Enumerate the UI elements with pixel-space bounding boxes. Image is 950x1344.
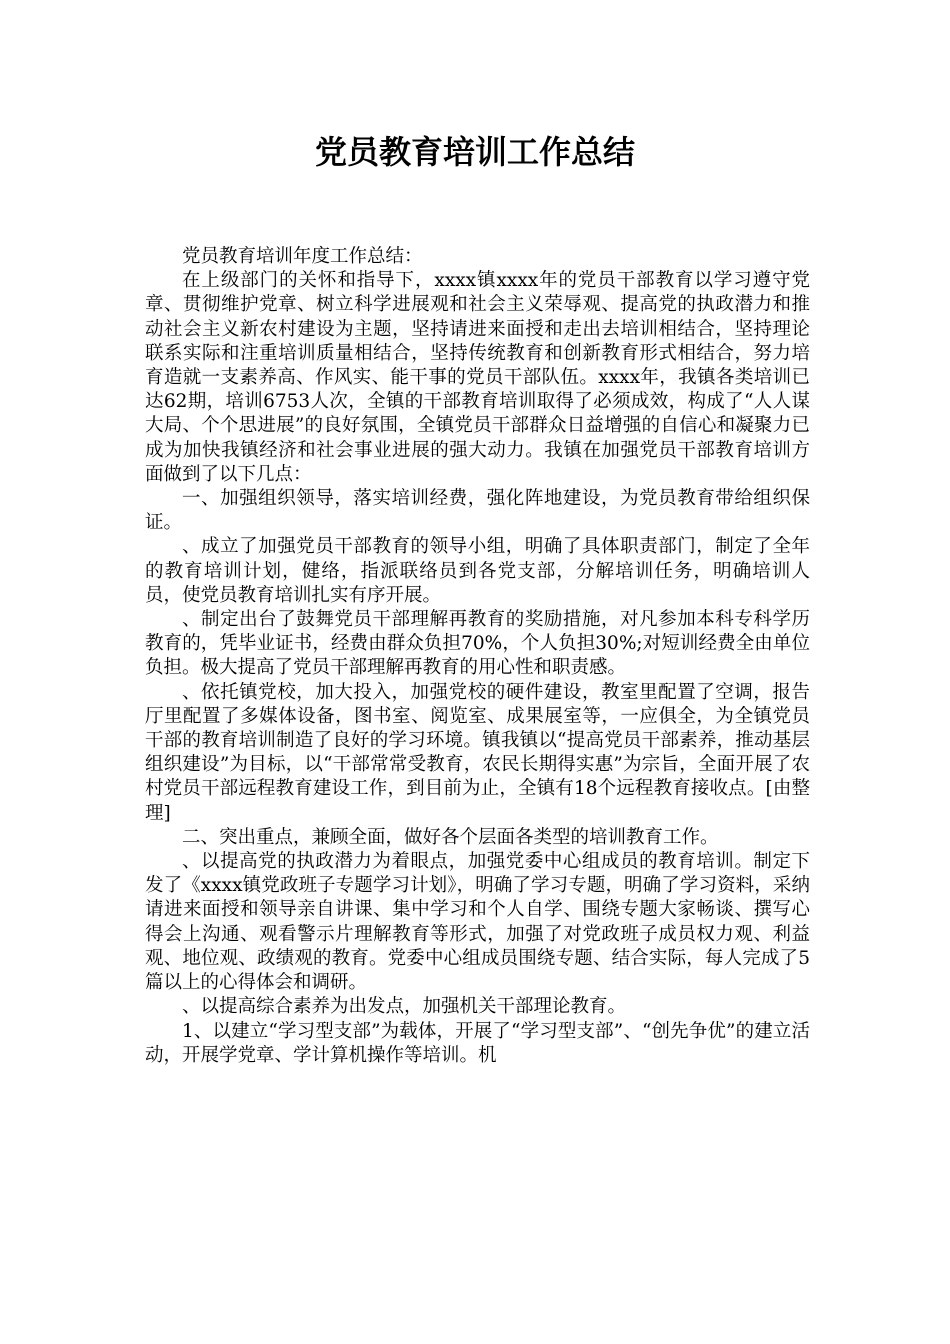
paragraph-section-two-heading: 二、突出重点，兼顾全面，做好各个层面各类型的培训教育工作。 bbox=[182, 826, 719, 848]
paragraph-cadre-theory-education: 、以提高综合素养为出发点，加强机关干部理论教育。 bbox=[182, 996, 627, 1018]
paragraph-learning-branch: 1、以建立“学习型支部”为载体，开展了“学习型支部”、“创先争优”的建立活动，开展学党章、学计算机操作等培训。机 bbox=[145, 1020, 810, 1066]
document-title: 党员教育培训工作总结 bbox=[314, 133, 635, 171]
paragraph-incentive-measures: 、制定出台了鼓舞党员干部理解再教育的奖励措施，对凡参加本科专科学历教育的，凭毕业证书，经费由群众负担70%，个人负担30%;对短训经费全由单位负担。极大提高了党员干部理解再教育的用心性和职责感。 bbox=[145, 609, 810, 679]
paragraph-intro: 党员教育培训年度工作总结： bbox=[182, 246, 423, 267]
paragraph-party-school: 、依托镇党校，加大投入，加强党校的硬件建设，教室里配置了空调，报告厅里配置了多媒体设备，图书室、阅览室、成果展室等，一应俱全，为全镇党员干部的教育培训制造了良好的学习环境。镇我镇以“提高党员干部素养，推动基层组织建设”为目标，以“干部常常受教育，农民长期得实惠”为宗旨，全面开展了农村党员干部远程教育建设工作，到目前为止，全镇有18个远程教育接收点。[由整理] bbox=[145, 681, 810, 824]
paragraph-section-one-heading: 一、加强组织领导，落实培训经费，强化阵地建设，为党员教育带给组织保证。 bbox=[145, 488, 810, 534]
document-body bbox=[145, 245, 810, 1068]
paragraph-central-group-training: 、以提高党的执政潜力为着眼点，加强党委中心组成员的教育培训。制定下发了《xxxx镇党政班子专题学习计划》，明确了学习专题，明确了学习资料，采纳请进来面授和领导亲自讲课、集中学习和个人自学、围绕专题大家畅谈、撰写心得会上沟通、观看警示片理解教育等形式，加强了对党政班子成员权力观、利益观、地位观、政绩观的教育。党委中心组成员围绕专题、结合实际，每人完成了5篇以上的心得体会和调研。 bbox=[145, 851, 810, 994]
paragraph-leadership-group: 、成立了加强党员干部教育的领导小组，明确了具体职责部门，制定了全年的教育培训计划，健络，指派联络员到各党支部，分解培训任务，明确培训人员，使党员教育培训扎实有序开展。 bbox=[145, 536, 810, 606]
paragraph-overview: 在上级部门的关怀和指导下，xxxx镇xxxx年的党员干部教育以学习遵守党章、贯彻维护党章、树立科学进展观和社会主义荣辱观、提高党的执政潜力和推动社会主义新农村建设为主题，坚持请进来面授和走出去培训相结合，坚持理论联系实际和注重培训质量相结合，坚持传统教育和创新教育形式相结合，努力培育造就一支素养高、作风实、能干事的党员干部队伍。xxxx年，我镇各类培训已达62期，培训6753人次，全镇的干部教育培训取得了必须成效，构成了“人人谋大局、个个思进展”的良好氛围，全镇党员干部群众日益增强的自信心和凝聚力已成为加快我镇经济和社会事业进展的强大动力。我镇在加强党员干部教育培训方面做到了以下几点： bbox=[145, 270, 810, 485]
